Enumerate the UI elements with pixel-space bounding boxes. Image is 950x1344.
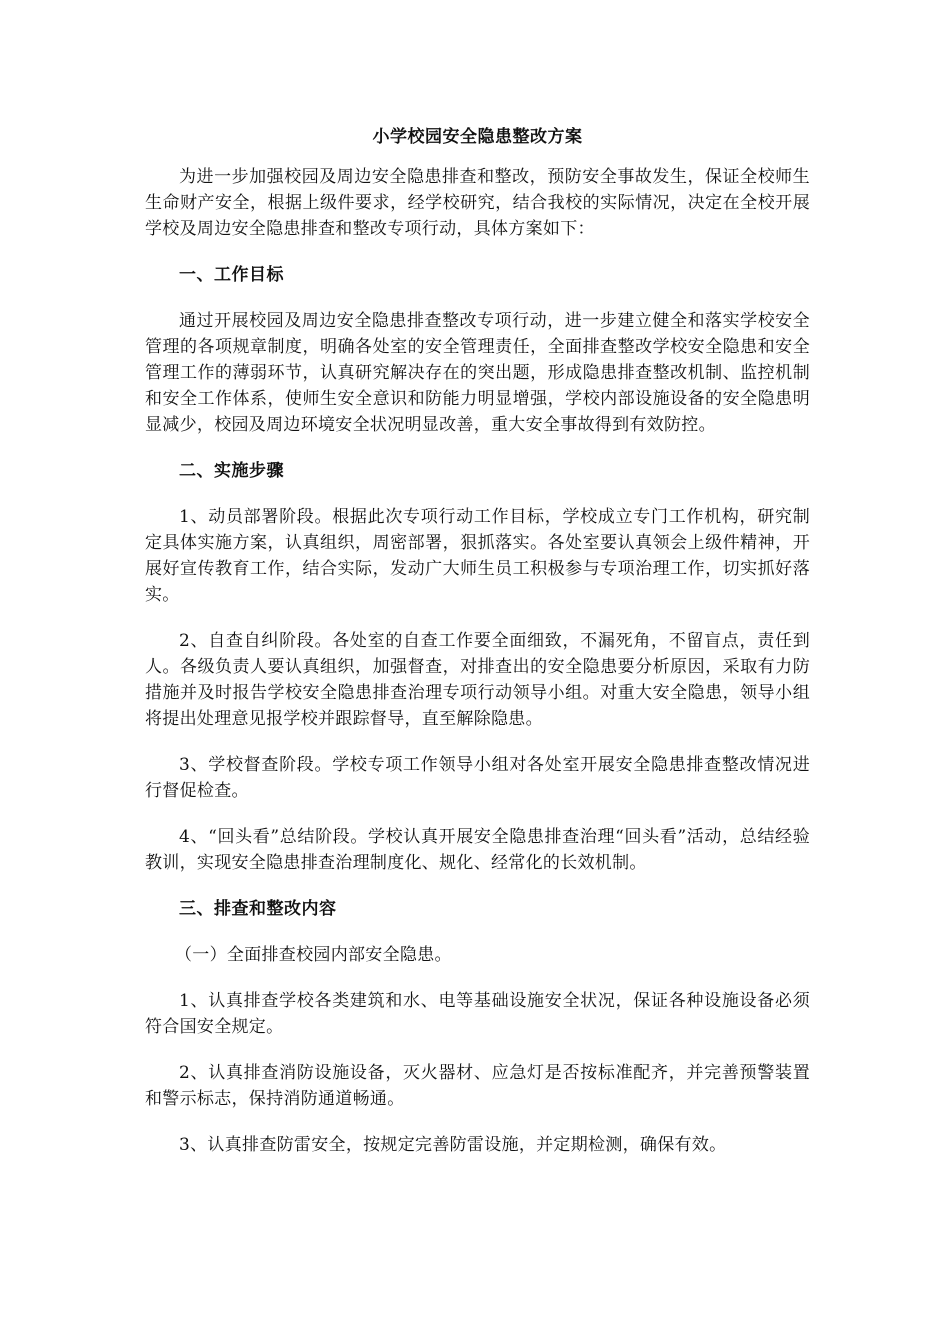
content-paragraph-2: 2、认真排查消防设施设备，灭火器材、应急灯是否按标准配齐，并完善预警装置和警示标志，保持消防通道畅通。 [145, 1063, 810, 1109]
content-subheading: （一）全面排查校园内部安全隐患。 [175, 945, 452, 965]
step-paragraph-2: 2、自查自纠阶段。各处室的自查工作要全面细致，不漏死角，不留盲点，责任到人。各级负责人要认真组织，加强督查，对排查出的安全隐患要分析原因，采取有力防措施并及时报告学校安全隐患排查治理专项行动领导小组。对重大安全隐患，领导小组将提出处理意见报学校并跟踪督导，直至解除隐患。 [145, 631, 810, 729]
section-heading-content: 三、排查和整改内容 [179, 899, 337, 919]
section-heading-steps: 二、实施步骤 [179, 461, 284, 481]
content-paragraph-3: 3、认真排查防雷安全，按规定完善防雷设施，并定期检测，确保有效。 [179, 1135, 727, 1155]
document-page [145, 124, 810, 1158]
step-paragraph-1: 1、动员部署阶段。根据此次专项行动工作目标，学校成立专门工作机构，研究制定具体实施方案，认真组织，周密部署，狠抓落实。各处室要认真领会上级件精神，开展好宣传教育工作，结合实际，发动广大师生员工积极参与专项治理工作，切实抓好落实。 [145, 507, 810, 605]
step-paragraph-4: 4、“回头看”总结阶段。学校认真开展安全隐患排查治理“回头看”活动，总结经验教训，实现安全隐患排查治理制度化、规化、经常化的长效机制。 [145, 827, 810, 873]
step-paragraph-3: 3、学校督查阶段。学校专项工作领导小组对各处室开展安全隐患排查整改情况进行督促检查。 [145, 755, 810, 801]
intro-paragraph: 为进一步加强校园及周边安全隐患排查和整改，预防安全事故发生，保证全校师生生命财产安全，根据上级件要求，经学校研究，结合我校的实际情况，决定在全校开展学校及周边安全隐患排查和整改专项行动，具体方案如下： [145, 167, 810, 239]
goals-paragraph: 通过开展校园及周边安全隐患排查整改专项行动，进一步建立健全和落实学校安全管理的各项规章制度，明确各处室的安全管理责任，全面排查整改学校安全隐患和安全管理工作的薄弱环节，认真研究解决存在的突出题，形成隐患排查整改机制、监控机制和安全工作体系，使师生安全意识和防能力明显增强，学校内部设施设备的安全隐患明显减少，校园及周边环境安全状况明显改善，重大安全事故得到有效防控。 [145, 311, 810, 435]
section-heading-goals: 一、工作目标 [179, 265, 284, 285]
document-title: 小学校园安全隐患整改方案 [372, 127, 583, 147]
content-paragraph-1: 1、认真排查学校各类建筑和水、电等基础设施安全状况，保证各种设施设备必须符合国安全规定。 [145, 991, 810, 1037]
